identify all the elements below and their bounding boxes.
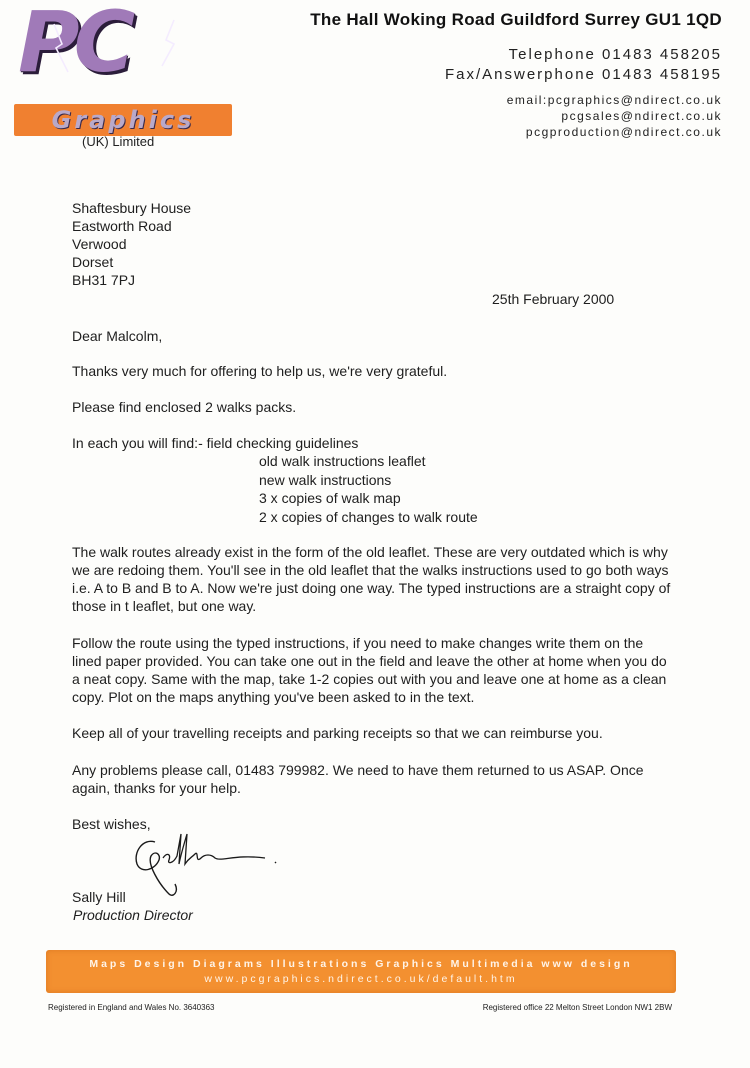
address-line: Shaftesbury House xyxy=(72,200,192,216)
footer-banner xyxy=(46,950,676,993)
fax-number: Fax/Answerphone 01483 458195 xyxy=(444,66,722,83)
paragraph: Please find enclosed 2 walks packs. xyxy=(72,399,297,415)
enclosure-item: old walk instructions leaflet xyxy=(259,453,426,469)
email-address: pcgsales@ndirect.co.uk xyxy=(561,109,722,123)
paragraph: The walk routes already exist in the form of the old leaflet. These are very outdated which is why we are redoing them. You'll see in the old leaflet that the walks instructions used to go both ways i.e. A to B and B to A. Now we're just doing one way. The typed instructions are a straight copy of those in t leaflet, but one way. xyxy=(72,544,671,614)
company-address: The Hall Woking Road Guildford Surrey GU1 1QD xyxy=(310,10,722,29)
lightning-icon xyxy=(24,14,214,94)
salutation: Dear Malcolm, xyxy=(72,328,163,344)
website-url: www.pcgraphics.ndirect.co.uk/default.htm xyxy=(204,973,518,985)
logo-mark: PC xyxy=(18,0,130,91)
closing: Best wishes, xyxy=(72,816,151,832)
enclosures-list xyxy=(259,452,478,526)
handwritten-signature xyxy=(125,824,285,904)
telephone-number: Telephone 01483 458205 xyxy=(508,46,722,63)
paragraph: Follow the route using the typed instructions, if you need to make changes write them on the lined paper provided. You can take one out in the field and leave the other at home when you do a neat copy. Same with the map, take 1-2 copies out with you and leave one at home as a clean copy. Plot on the maps anything you've been asked to in the text. xyxy=(72,635,667,705)
recipient-address xyxy=(72,199,191,289)
paragraph: Any problems please call, 01483 799982. We need to have them returned to us ASAP. Once again, thanks for your help. xyxy=(72,762,644,796)
logo-wordmark-bar xyxy=(14,104,232,136)
enclosures-intro: In each you will find:- field checking guidelines xyxy=(72,435,359,451)
letter-date: 25th February 2000 xyxy=(492,291,615,307)
address-line: Eastworth Road xyxy=(72,218,172,234)
address-line: Dorset xyxy=(72,254,114,270)
enclosure-item: 2 x copies of changes to walk route xyxy=(259,508,478,525)
company-registration: Registered in England and Wales No. 3640363 xyxy=(48,1003,215,1012)
email-address: email:pcgraphics@ndirect.co.uk xyxy=(506,93,722,107)
services-list: Maps Design Diagrams Illustrations Graphics Multimedia www design xyxy=(89,958,633,970)
address-line: BH31 7PJ xyxy=(72,272,136,288)
logo-wordmark: Graphics xyxy=(51,106,195,134)
enclosure-item: 3 x copies of walk map xyxy=(259,490,401,506)
enclosure-item: new walk instructions xyxy=(259,471,392,488)
registered-office: Registered office 22 Melton Street London NW1 2BW xyxy=(482,1003,672,1012)
company-logo xyxy=(14,0,234,143)
address-line: Verwood xyxy=(72,236,127,252)
email-address: pcgproduction@ndirect.co.uk xyxy=(525,125,722,139)
logo-subtitle: (UK) Limited xyxy=(82,134,155,149)
signatory-name: Sally Hill xyxy=(72,889,126,905)
paragraph: Thanks very much for offering to help us, we're very grateful. xyxy=(72,363,448,379)
signatory-title: Production Director xyxy=(73,907,193,923)
paragraph: Keep all of your travelling receipts and parking receipts so that we can reimburse you. xyxy=(72,725,603,741)
